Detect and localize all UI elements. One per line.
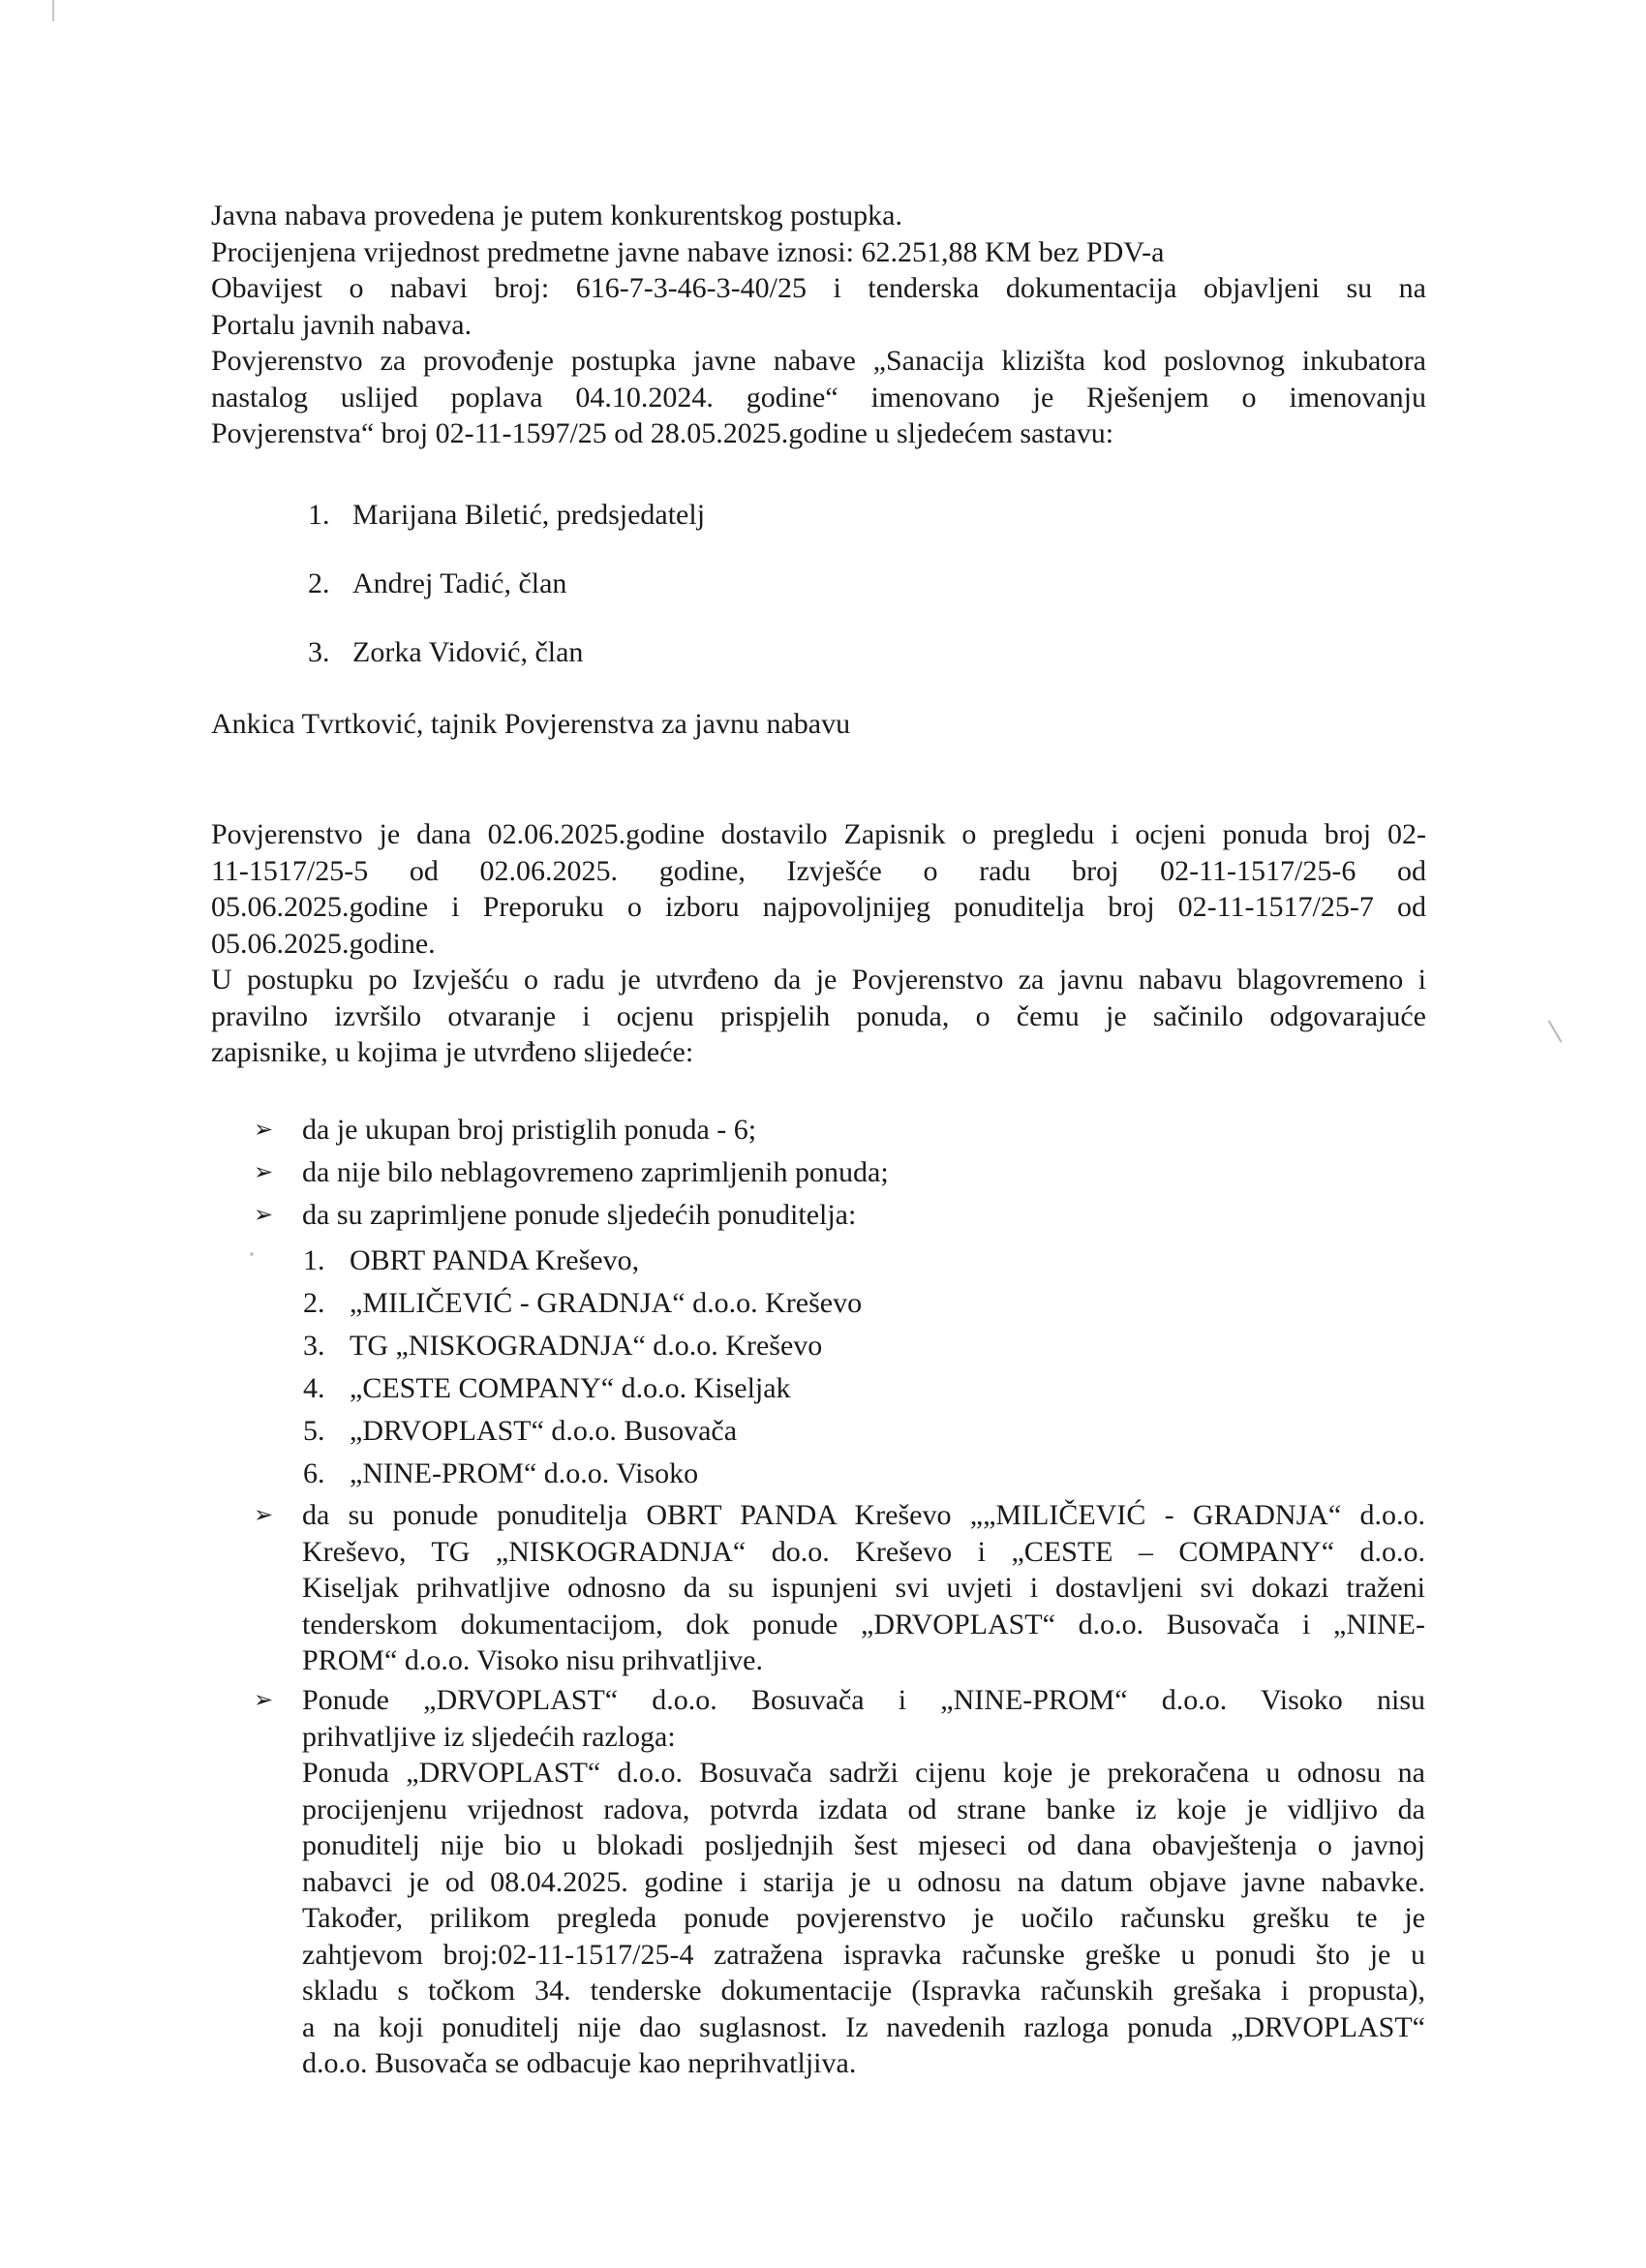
item-text: „DRVOPLAST“ d.o.o. Busovača xyxy=(350,1415,738,1447)
intro-line: Povjerenstvo za provođenje postupka javne nabave „Sanacija klizišta kod poslovnog inkubatora xyxy=(211,345,1426,377)
item-text: Zorka Vidović, član xyxy=(352,636,584,668)
intro-line: Procijenjena vrijednost predmetne javne nabave iznosi: 62.251,88 KM bez PDV-a xyxy=(211,235,1165,268)
report-line: U postupku po Izvješću o radu je utvrđeno da je Povjerenstvo za javnu nabavu blagovremeno i xyxy=(211,964,1426,996)
scan-mark xyxy=(250,1252,254,1256)
item-number: 5. xyxy=(303,1415,325,1447)
bullet-line: d.o.o. Busovača se odbacuje kao neprihvatljiva. xyxy=(302,2047,857,2079)
item-number: 3. xyxy=(303,1330,325,1362)
bullet-line: Ponuda „DRVOPLAST“ d.o.o. Bosuvača sadrži cijenu koje je prekoračena u odnosu na xyxy=(302,1757,1425,1789)
intro-line: nastalog uslijed poplava 04.10.2024. godine“ imenovano je Rješenjem o imenovanju xyxy=(211,381,1426,414)
intro-line: Portalu javnih nabava. xyxy=(211,308,472,341)
bullet-line: zahtjevom broj:02-11-1517/25-4 zatražena ispravka računske greške u ponudi što je u xyxy=(302,1938,1425,1971)
item-number: 6. xyxy=(303,1457,325,1489)
item-text: OBRT PANDA Kreševo, xyxy=(350,1244,640,1276)
item-number: 3. xyxy=(308,636,330,668)
item-text: Marijana Biletić, predsjedatelj xyxy=(352,499,706,531)
bullet-line: PROM“ d.o.o. Visoko nisu prihvatljive. xyxy=(302,1644,763,1676)
arrow-bullet-icon: ➢ xyxy=(254,1158,274,1185)
scan-mark xyxy=(52,0,54,21)
bullet-text: da nije bilo neblagovremeno zaprimljenih ponuda; xyxy=(302,1156,889,1188)
bullet-line: skladu s točkom 34. tenderske dokumentacije (Ispravka računskih grešaka i propusta), xyxy=(302,1975,1425,2007)
bullet-line: nabavci je od 08.04.2025. godine i starija je u odnosu na datum objave javne nabavke. xyxy=(302,1865,1425,1898)
intro-line: Obavijest o nabavi broj: 616-7-3-46-3-40/25 i tenderska dokumentacija objavljeni su na xyxy=(211,272,1426,304)
item-number: 1. xyxy=(308,499,330,531)
item-text: TG „NISKOGRADNJA“ d.o.o. Kreševo xyxy=(350,1330,823,1362)
bullet-line: Također, prilikom pregleda ponude povjerenstvo je uočilo računsku grešku te je xyxy=(302,1902,1425,1934)
arrow-bullet-icon: ➢ xyxy=(254,1116,274,1143)
intro-line: Povjerenstva“ broj 02-11-1597/25 od 28.05.2025.godine u sljedećem sastavu: xyxy=(211,417,1114,449)
bullet-line: procijenjenu vrijednost radova, potvrda izdata od strane banke iz koje je vidljivo da xyxy=(302,1793,1425,1825)
item-number: 2. xyxy=(308,567,330,599)
item-text: „MILIČEVIĆ - GRADNJA“ d.o.o. Kreševo xyxy=(350,1287,863,1319)
bullet-line: a na koji ponuditelj nije dao suglasnost. Iz navedenih razloga ponuda „DRVOPLAST“ xyxy=(302,2010,1425,2043)
item-text: Andrej Tadić, član xyxy=(352,567,567,599)
report-line: 11-1517/25-5 od 02.06.2025. godine, Izvješće o radu broj 02-11-1517/25-6 od xyxy=(211,854,1426,887)
bullet-line: Kreševo, TG „NISKOGRADNJA“ do.o. Kreševo i „CESTE – COMPANY“ d.o.o. xyxy=(302,1535,1425,1568)
secretary-line: Ankica Tvrtković, tajnik Povjerenstva za javnu nabavu xyxy=(211,708,851,740)
arrow-bullet-icon: ➢ xyxy=(254,1201,274,1228)
bullet-line: tenderskom dokumentacijom, dok ponude „DRVOPLAST“ d.o.o. Busovača i „NINE- xyxy=(302,1608,1425,1640)
bullet-line: ponuditelj nije bio u blokadi posljednjih šest mjeseci od dana obavještenja o javnoj xyxy=(302,1829,1425,1861)
bullet-line: Kiseljak prihvatljive odnosno da su ispunjeni svi uvjeti i dostavljeni svi dokazi traženi xyxy=(302,1572,1425,1604)
bullet-text: da je ukupan broj pristiglih ponuda - 6; xyxy=(302,1114,757,1146)
bullet-text-block xyxy=(302,1497,1425,1679)
report-line: pravilno izvršilo otvaranje i ocjenu prispjelih ponuda, o čemu je sačinilo odgovarajuće xyxy=(211,999,1426,1032)
report-line: 05.06.2025.godine. xyxy=(211,927,436,960)
bullet-text: da su zaprimljene ponude sljedećih ponuditelja: xyxy=(302,1199,857,1231)
bullet-line: prihvatljive iz sljedećih razloga: xyxy=(302,1720,676,1753)
report-line: zapisnike, u kojima je utvrđeno slijedeće: xyxy=(211,1036,694,1068)
item-number: 4. xyxy=(303,1372,325,1404)
bullet-text-block xyxy=(302,1682,1425,2082)
report-line: Povjerenstvo je dana 02.06.2025.godine dostavilo Zapisnik o pregledu i ocjeni ponuda broj 02- xyxy=(211,818,1426,850)
item-number: 2. xyxy=(303,1287,325,1319)
arrow-bullet-icon: ➢ xyxy=(254,1686,274,1713)
bullet-line: da su ponude ponuditelja OBRT PANDA Kreševo „„MILIČEVIĆ - GRADNJA“ d.o.o. xyxy=(302,1499,1425,1531)
item-text: „CESTE COMPANY“ d.o.o. Kiseljak xyxy=(350,1372,791,1404)
scan-mark xyxy=(1548,1020,1563,1043)
report-block xyxy=(211,816,1426,1071)
item-text: „NINE-PROM“ d.o.o. Visoko xyxy=(350,1457,699,1489)
intro-block xyxy=(211,198,1426,452)
report-line: 05.06.2025.godine i Preporuku o izboru najpovoljnijeg ponuditelja broj 02-11-1517/25-7 od xyxy=(211,891,1426,923)
arrow-bullet-icon: ➢ xyxy=(254,1501,274,1528)
item-number: 1. xyxy=(303,1244,325,1276)
intro-line: Javna nabava provedena je putem konkurentskog postupka. xyxy=(211,199,902,231)
bullet-line: Ponude „DRVOPLAST“ d.o.o. Bosuvača i „NINE-PROM“ d.o.o. Visoko nisu xyxy=(302,1684,1425,1716)
